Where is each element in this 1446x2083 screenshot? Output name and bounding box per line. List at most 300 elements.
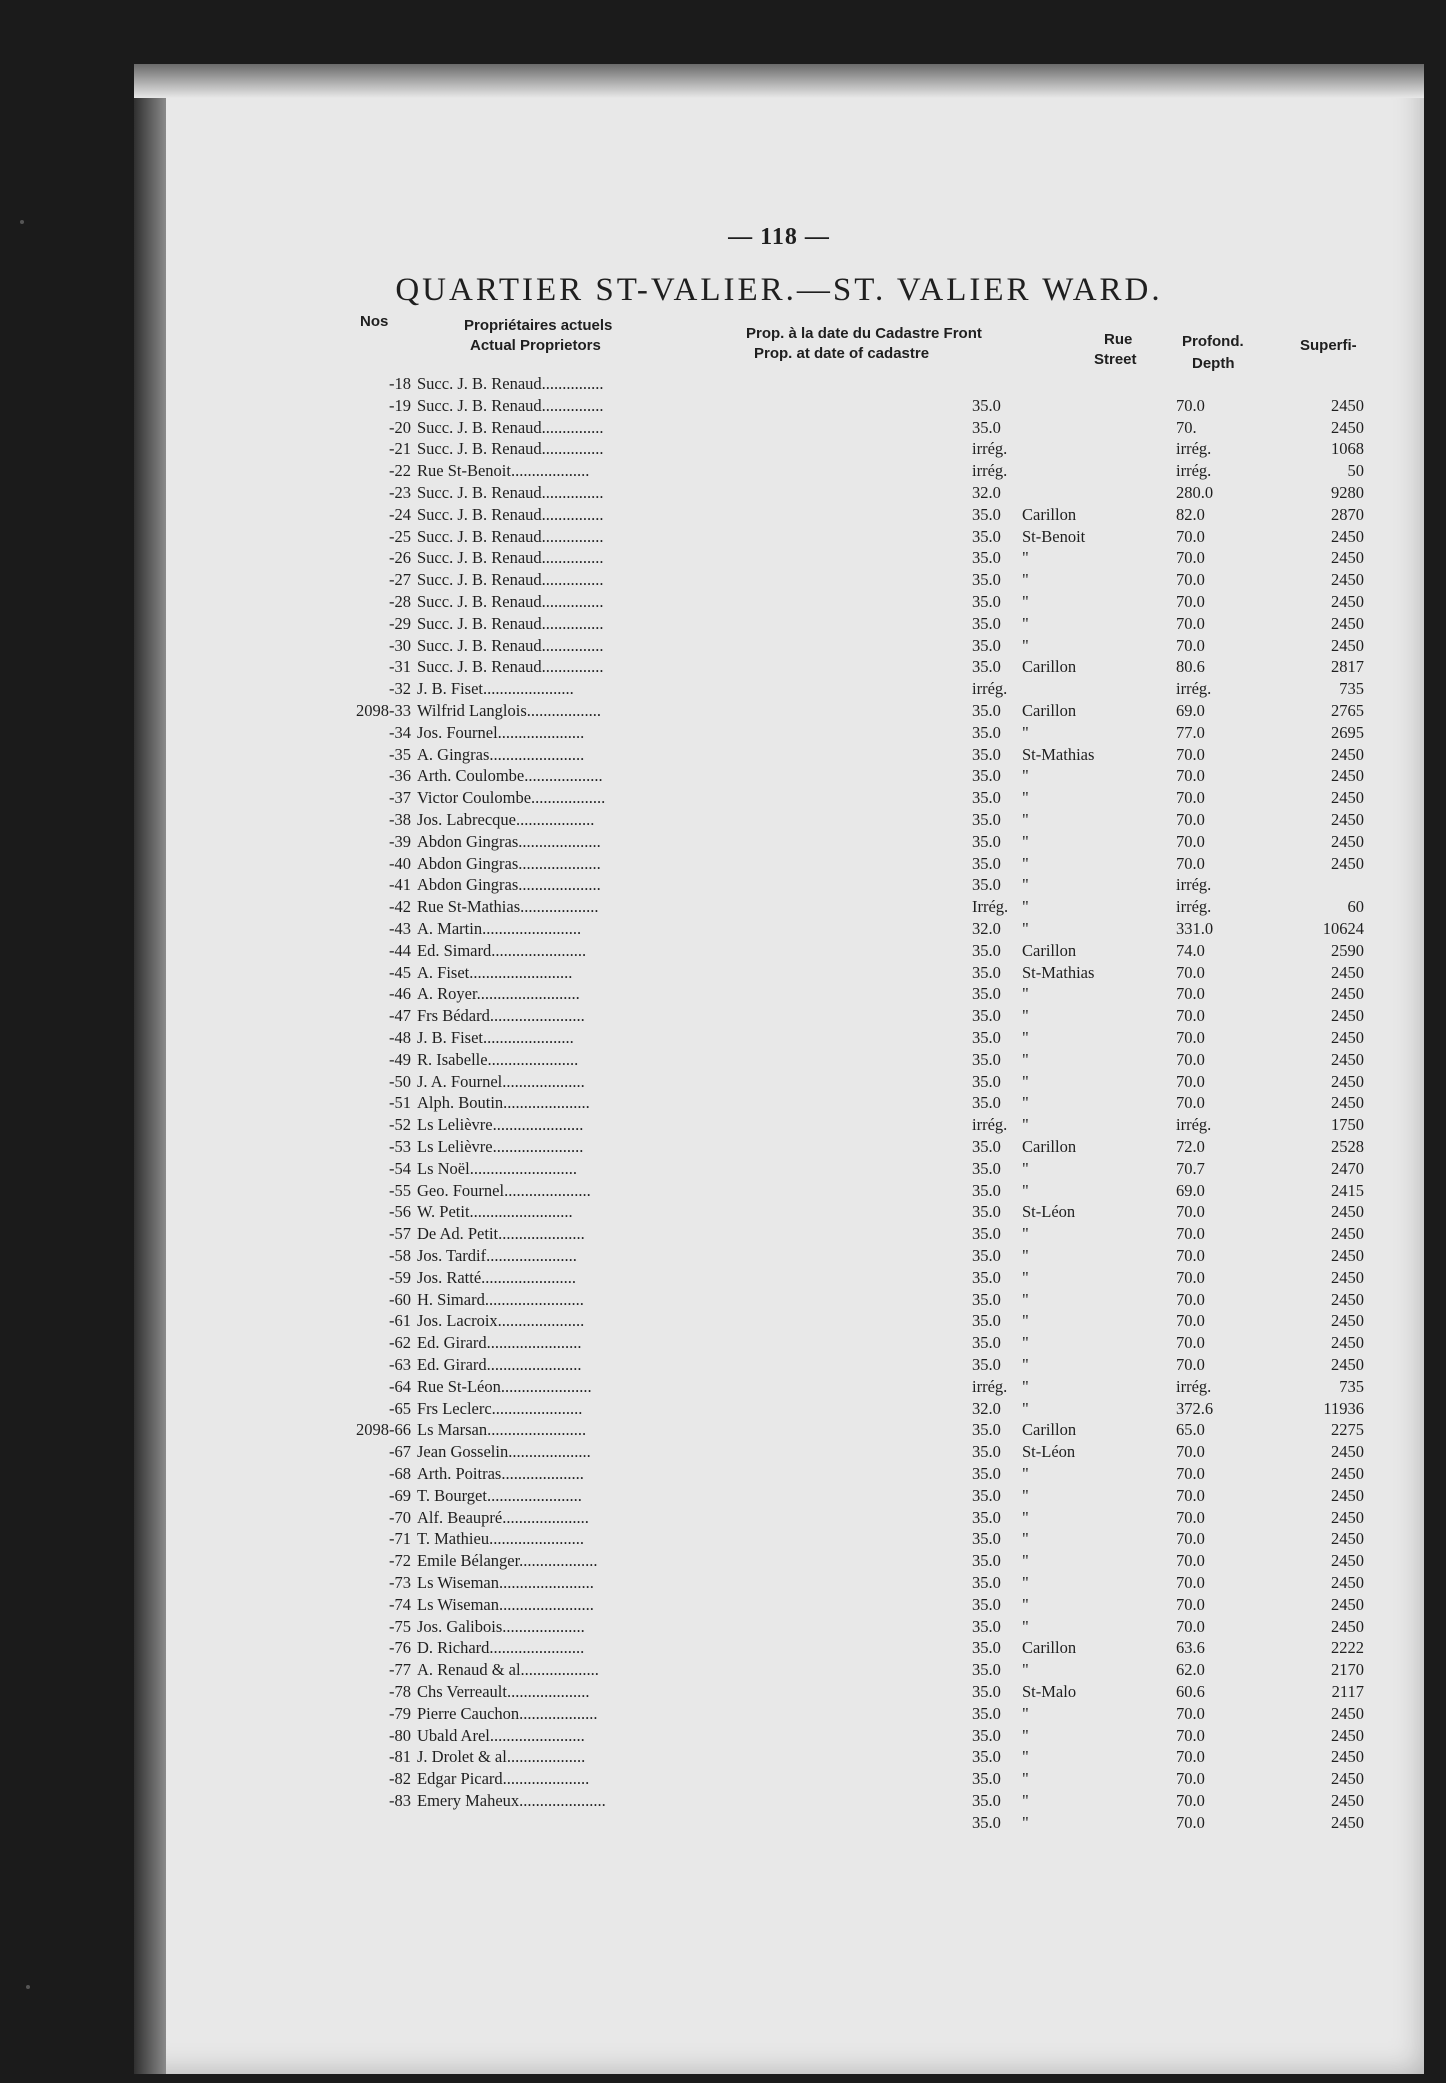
depth-value: 70.0 [1176,1812,1205,1832]
area-value: 2450 [1331,1616,1364,1636]
front-value: 35.0 [972,1355,1001,1374]
area-value: 2450 [1331,1725,1364,1745]
depth-value: 77.0 [1176,722,1205,742]
row-number: -24 [389,504,411,524]
front-value: 35.0 [972,1747,1001,1767]
row-number: -53 [389,1137,411,1156]
street-name: " [1022,1747,1029,1767]
area-value: 10624 [1322,919,1364,938]
area-value: 2870 [1331,504,1364,524]
table-row [134,744,1424,765]
area-value: 2470 [1331,1158,1364,1178]
area-value: 2450 [1331,1333,1364,1353]
street-name: " [1022,1594,1029,1614]
area-value: 2450 [1331,1442,1364,1462]
depth-value: 70.0 [1176,1006,1205,1026]
proprietor-name: Jos. Galibois.................... [417,1616,585,1636]
street-name: " [1022,1289,1029,1309]
proprietor-name: Ls Wiseman....................... [417,1573,594,1592]
depth-value: 70.0 [1176,831,1205,851]
table-row [134,700,1424,721]
area-value: 2450 [1331,417,1364,437]
table-row [134,918,1424,939]
proprietor-name: J. B. Fiset...................... [417,1028,574,1047]
street-name: St-Malo [1022,1682,1077,1701]
proprietor-name: Rue St-Benoit................... [417,461,590,481]
proprietor-name: Jos. Ratté....................... [417,1267,577,1287]
depth-value: 70.0 [1176,1355,1205,1374]
front-value: 35.0 [972,548,1001,568]
table-row [134,874,1424,895]
depth-value: 70.0 [1176,766,1205,786]
row-number: -25 [389,526,411,546]
front-value: 35.0 [972,1289,1001,1309]
depth-value: 70.0 [1176,1246,1205,1265]
area-value: 2450 [1331,1464,1364,1483]
front-value: 35.0 [972,1573,1001,1592]
table-row [134,1158,1424,1179]
row-number: -18 [389,374,411,393]
area-value: 735 [1339,679,1364,699]
area-value: 2450 [1331,635,1364,655]
table-row [134,983,1424,1004]
proprietor-name: Abdon Gingras.................... [417,831,601,851]
table-row [134,1071,1424,1092]
table-row [134,591,1424,612]
proprietor-name: Succ. J. B. Renaud............... [417,439,604,459]
proprietor-name: Victor Coulombe.................. [417,788,606,808]
row-number: -19 [389,395,411,415]
front-value: 35.0 [972,1202,1001,1222]
depth-value: 70.0 [1176,1333,1205,1353]
row-number: -69 [389,1485,411,1505]
front-value: 35.0 [972,984,1001,1004]
depth-value: 70.0 [1176,962,1205,982]
table-row [134,526,1424,547]
page-title: QUARTIER ST-VALIER.—ST. VALIER WARD. [395,272,1163,308]
depth-value: 70.0 [1176,744,1205,764]
table-row [134,482,1424,503]
proprietor-name: Jos. Tardif...................... [417,1246,577,1265]
depth-value: 65.0 [1176,1420,1205,1440]
street-name: St-Léon [1022,1442,1076,1462]
header-nos: Nos [360,313,389,330]
area-value: 2450 [1331,1006,1364,1026]
proprietor-name: Succ. J. B. Renaud............... [417,635,604,655]
table-row [134,1637,1424,1658]
front-value: 35.0 [972,962,1001,982]
table-row [134,1528,1424,1549]
row-number: -22 [389,461,411,481]
street-name: " [1022,1224,1029,1244]
street-name: " [1022,1725,1029,1745]
front-value: 35.0 [972,570,1001,590]
front-value: 35.0 [972,613,1001,633]
row-number: -44 [389,940,411,960]
proprietor-name: Frs Leclerc...................... [417,1398,583,1418]
proprietor-name: Wilfrid Langlois.................. [417,701,602,720]
table-row [134,373,1424,394]
table-row [134,1594,1424,1615]
area-value: 2450 [1331,766,1364,786]
area-value: 2450 [1331,744,1364,764]
area-value: 2528 [1331,1137,1364,1156]
front-value: 35.0 [972,657,1001,677]
depth-value: 70.0 [1176,1573,1205,1592]
proprietor-name: Succ. J. B. Renaud............... [417,526,604,546]
table-row [134,1398,1424,1419]
street-name: " [1022,919,1029,938]
depth-value: 70.0 [1176,984,1205,1004]
proprietor-name: Succ. J. B. Renaud............... [417,570,604,590]
proprietor-name: Succ. J. B. Renaud............... [417,395,604,415]
table-row [134,635,1424,656]
area-value: 2450 [1331,395,1364,415]
street-name: " [1022,1791,1029,1810]
front-value: 35.0 [972,1006,1001,1026]
front-value: 35.0 [972,395,1001,415]
area-value: 2450 [1331,1812,1364,1832]
table-row [134,1572,1424,1593]
proprietor-name: T. Bourget....................... [417,1485,582,1505]
front-value: 35.0 [972,1791,1001,1810]
street-name: " [1022,592,1029,611]
proprietor-name: Succ. J. B. Renaud............... [417,504,604,524]
table-row [134,417,1424,438]
front-value: 35.0 [972,940,1001,960]
front-value: 35.0 [972,1638,1001,1658]
row-number: -38 [389,810,411,829]
proprietor-name: Succ. J. B. Renaud............... [417,548,604,568]
scan-speck [26,1985,30,1989]
front-value: 35.0 [972,1529,1001,1549]
front-value: 35.0 [972,1246,1001,1265]
proprietor-name: Ls Lelièvre...................... [417,1115,584,1135]
front-value: 35.0 [972,1442,1001,1462]
front-value: Irrég. [972,897,1009,917]
street-name: " [1022,1355,1029,1374]
table-row [134,1136,1424,1157]
row-number: -32 [389,679,411,699]
front-value: 35.0 [972,1180,1001,1200]
row-number: -42 [389,897,411,917]
front-value: 35.0 [972,592,1001,611]
depth-value: irrég. [1176,1115,1212,1135]
table-row [134,1201,1424,1222]
depth-value: 69.0 [1176,701,1205,720]
depth-value: 60.6 [1176,1682,1205,1701]
area-value: 2450 [1331,1769,1364,1789]
depth-value: 74.0 [1176,940,1205,960]
front-value: irrég. [972,461,1008,481]
proprietor-name: Jos. Labrecque................... [417,810,595,829]
table-row [134,1332,1424,1353]
scanned-page [134,64,1424,2074]
row-number: 2098-66 [356,1420,411,1440]
front-value: irrég. [972,439,1008,459]
area-value: 2450 [1331,1311,1364,1331]
proprietor-name: J. B. Fiset...................... [417,679,574,699]
front-value: 35.0 [972,1485,1001,1505]
row-number: -76 [389,1638,411,1658]
area-value: 2450 [1331,788,1364,808]
depth-value: 70.0 [1176,1049,1205,1069]
proprietor-name: Rue St-Léon...................... [417,1376,592,1396]
front-value: 35.0 [972,853,1001,873]
street-name: " [1022,570,1029,590]
area-value: 11936 [1323,1398,1364,1418]
proprietor-name: Ls Noël.......................... [417,1158,577,1178]
proprietor-name: A. Royer......................... [417,984,580,1004]
row-number: -43 [389,919,411,938]
depth-value: 62.0 [1176,1660,1205,1680]
front-value: 35.0 [972,766,1001,786]
proprietor-name: Emile Bélanger................... [417,1551,598,1571]
street-name: " [1022,1158,1029,1178]
table-row [134,1376,1424,1397]
proprietor-name: Ls Marsan........................ [417,1420,587,1440]
street-name: " [1022,1006,1029,1026]
proprietor-name: Chs Verreault.................... [417,1682,590,1701]
proprietor-name: J. A. Fournel.................... [417,1071,585,1091]
proprietor-name: A. Renaud & al................... [417,1660,599,1680]
table-row [134,1463,1424,1484]
street-name: Carillon [1022,657,1077,677]
row-number: -35 [389,744,411,764]
proprietor-name: Jean Gosselin.................... [417,1442,591,1462]
header-street-fr: Rue [1104,331,1133,348]
street-name: " [1022,1093,1029,1113]
depth-value: 70.0 [1176,1703,1205,1723]
header-cadastre-fr: Prop. à la date du Cadastre Front [746,325,982,342]
row-number: -46 [389,984,411,1004]
front-value: 35.0 [972,1812,1001,1832]
proprietor-name: H. Simard........................ [417,1289,584,1309]
street-name: " [1022,1464,1029,1483]
area-value: 2450 [1331,1289,1364,1309]
front-value: 35.0 [972,1616,1001,1636]
depth-value: 70.0 [1176,1507,1205,1527]
depth-value: 70.0 [1176,613,1205,633]
row-number: -70 [389,1507,411,1527]
front-value: 32.0 [972,483,1001,502]
depth-value: 70.0 [1176,1289,1205,1309]
front-value: 35.0 [972,1725,1001,1745]
depth-value: 80.6 [1176,657,1205,677]
street-name: Carillon [1022,1137,1077,1156]
street-name: " [1022,1246,1029,1265]
row-number: -45 [389,962,411,982]
front-value: 35.0 [972,1703,1001,1723]
street-name: " [1022,1180,1029,1200]
proprietor-name: W. Petit......................... [417,1202,573,1222]
area-value: 2450 [1331,526,1364,546]
street-name: " [1022,1529,1029,1549]
area-value: 2590 [1331,940,1364,960]
depth-value: 70.0 [1176,1529,1205,1549]
row-number: -68 [389,1464,411,1483]
row-number: -80 [389,1725,411,1745]
front-value: 35.0 [972,1311,1001,1331]
street-name: " [1022,613,1029,633]
area-value: 9280 [1331,483,1364,502]
street-name: " [1022,1485,1029,1505]
street-name: " [1022,1769,1029,1789]
depth-value: 70.7 [1176,1158,1205,1178]
street-name: Carillon [1022,701,1077,720]
street-name: Carillon [1022,1638,1077,1658]
street-name: " [1022,548,1029,568]
table-row [134,1267,1424,1288]
proprietor-name: Ed. Girard....................... [417,1355,582,1374]
area-value: 2170 [1331,1660,1364,1680]
table-row [134,787,1424,808]
table-row [134,1746,1424,1767]
depth-value: irrég. [1176,875,1212,895]
proprietor-name: Edgar Picard..................... [417,1769,590,1789]
row-number: -27 [389,570,411,590]
proprietor-name: J. Drolet & al................... [417,1747,586,1767]
depth-value: 70.0 [1176,1028,1205,1047]
proprietor-name: Abdon Gingras.................... [417,875,601,895]
street-name: " [1022,1703,1029,1723]
street-name: " [1022,1812,1029,1832]
front-value: 35.0 [972,635,1001,655]
table-row [134,962,1424,983]
depth-value: 72.0 [1176,1137,1205,1156]
proprietor-name: R. Isabelle...................... [417,1049,579,1069]
area-value: 2450 [1331,548,1364,568]
area-value: 2695 [1331,722,1364,742]
front-value: irrég. [972,1376,1008,1396]
table-row [134,809,1424,830]
table-row [134,1550,1424,1571]
table-row [134,1180,1424,1201]
table-row [134,1768,1424,1789]
depth-value: 70.0 [1176,1071,1205,1091]
table-row [134,1114,1424,1135]
row-number: -56 [389,1202,411,1222]
front-value: 35.0 [972,1071,1001,1091]
area-value: 2450 [1331,1703,1364,1723]
depth-value: irrég. [1176,439,1212,459]
street-name: " [1022,788,1029,808]
table-row [134,547,1424,568]
row-number: -30 [389,635,411,655]
row-number: -39 [389,831,411,851]
header-proprietors-en: Actual Proprietors [470,337,601,354]
front-value: 35.0 [972,417,1001,437]
header-proprietors-fr: Propriétaires actuels [464,317,613,334]
area-value: 2450 [1331,1355,1364,1374]
page-top-shadow [134,64,1424,98]
depth-value: 372.6 [1176,1398,1214,1418]
table-row [134,831,1424,852]
proprietor-name: Succ. J. B. Renaud............... [417,417,604,437]
front-value: 35.0 [972,1594,1001,1614]
row-number: -34 [389,722,411,742]
depth-value: 70.0 [1176,635,1205,655]
row-number: -37 [389,788,411,808]
front-value: 35.0 [972,1420,1001,1440]
row-number: -31 [389,657,411,677]
front-value: 35.0 [972,701,1001,720]
area-value: 2450 [1331,1507,1364,1527]
front-value: 35.0 [972,875,1001,895]
table-row [134,656,1424,677]
area-value: 2450 [1331,613,1364,633]
depth-value: 70.0 [1176,1442,1205,1462]
proprietor-name: Ubald Arel....................... [417,1725,585,1745]
street-name: " [1022,1028,1029,1047]
row-number: -57 [389,1224,411,1244]
area-value: 2450 [1331,570,1364,590]
depth-value: 70.0 [1176,788,1205,808]
depth-value: 70.0 [1176,1551,1205,1571]
table-row [134,1223,1424,1244]
table-row [134,1703,1424,1724]
front-value: 35.0 [972,1158,1001,1178]
front-value: 32.0 [972,919,1001,938]
street-name: " [1022,1398,1029,1418]
area-value: 2450 [1331,1529,1364,1549]
area-value: 1068 [1331,439,1364,459]
row-number: -67 [389,1442,411,1462]
area-value: 2450 [1331,1202,1364,1222]
proprietor-name: Abdon Gingras.................... [417,853,601,873]
front-value: 35.0 [972,744,1001,764]
row-number: -59 [389,1267,411,1287]
front-value: 35.0 [972,1137,1001,1156]
street-name: Carillon [1022,1420,1077,1440]
header-street-en: Street [1094,351,1137,368]
table-row [134,853,1424,874]
proprietor-name: Rue St-Mathias................... [417,897,599,917]
street-name: St-Mathias [1022,962,1095,982]
area-value: 2450 [1331,853,1364,873]
row-number: -36 [389,766,411,786]
area-value: 2450 [1331,1028,1364,1047]
area-value: 2450 [1331,1594,1364,1614]
row-number: -75 [389,1616,411,1636]
depth-value: 70.0 [1176,1747,1205,1767]
front-value: 35.0 [972,1028,1001,1047]
street-name: " [1022,722,1029,742]
proprietor-name: Jos. Lacroix..................... [417,1311,585,1331]
table-row [134,1485,1424,1506]
area-value: 735 [1339,1376,1364,1396]
front-value: 35.0 [972,1464,1001,1483]
depth-value: 70.0 [1176,548,1205,568]
table-row [134,1812,1424,1833]
depth-value: 70.0 [1176,526,1205,546]
front-value: 35.0 [972,1682,1001,1701]
street-name: " [1022,831,1029,851]
depth-value: 70. [1176,417,1197,437]
area-value: 2450 [1331,984,1364,1004]
proprietor-name: Arth. Coulombe................... [417,766,603,786]
row-number: -63 [389,1355,411,1374]
depth-value: 82.0 [1176,504,1205,524]
row-number: -50 [389,1071,411,1091]
street-name: " [1022,1049,1029,1069]
depth-value: 70.0 [1176,1616,1205,1636]
table-row [134,1005,1424,1026]
proprietor-name: Succ. J. B. Renaud............... [417,374,604,393]
table-row [134,1616,1424,1637]
depth-value: 70.0 [1176,570,1205,590]
depth-value: irrég. [1176,461,1212,481]
